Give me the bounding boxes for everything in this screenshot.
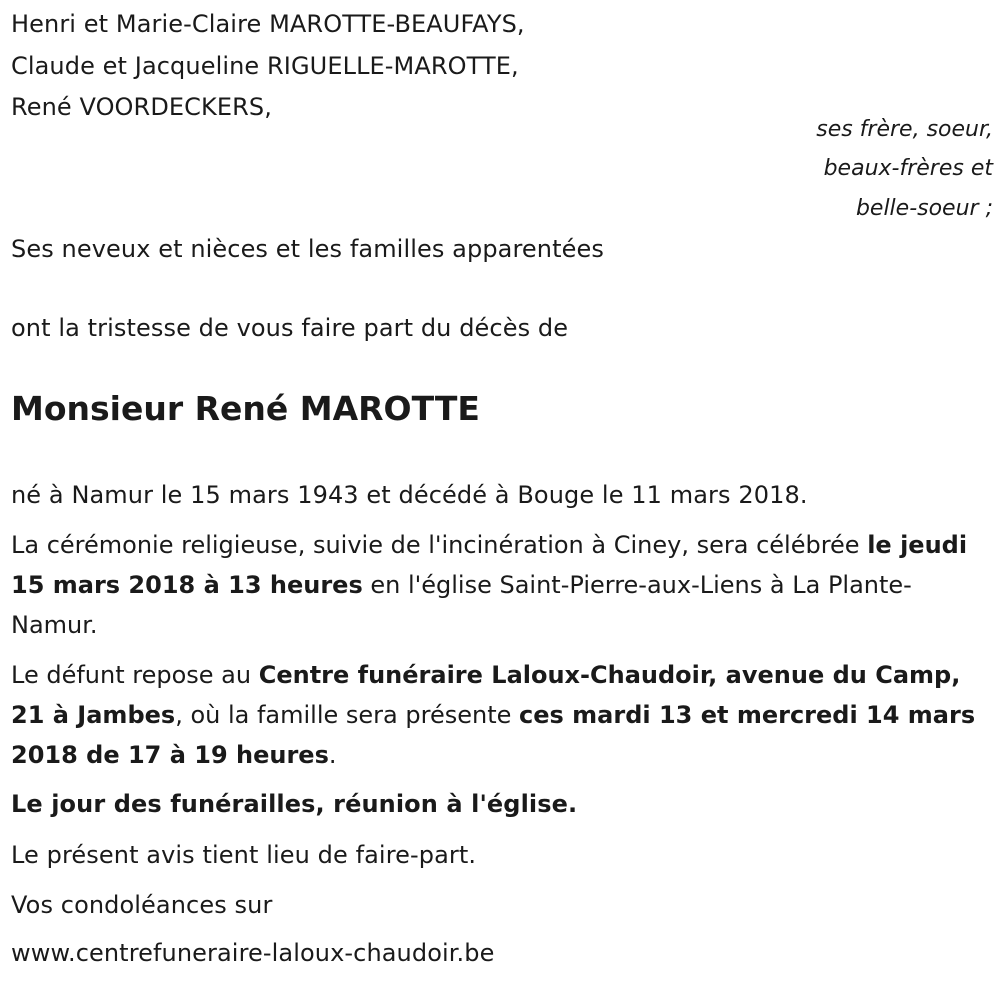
repose-paragraph (11, 655, 993, 775)
family-line-2: Claude et Jacqueline RIGUELLE-MAROTTE, (11, 52, 519, 80)
announcement-line: ont la tristesse de vous faire part du décès de (11, 314, 569, 342)
relatives-line: Ses neveux et nièces et les familles apparentées (11, 235, 604, 263)
family-line-1: Henri et Marie-Claire MAROTTE-BEAUFAYS, (11, 10, 525, 38)
ceremony-intro: La cérémonie religieuse, suivie de l'incinération à Ciney, sera célébrée (11, 531, 868, 559)
repose-middle: , où la famille sera présente (175, 701, 520, 729)
ceremony-paragraph (11, 525, 993, 645)
repose-end: . (328, 741, 337, 769)
repose-location: Centre funéraire Laloux-Chaudoir, avenue du Camp, 21 à Jambes (11, 661, 961, 729)
repose-intro: Le défunt repose au (11, 661, 259, 689)
notice-line: Le présent avis tient lieu de faire-part. (11, 841, 477, 869)
family-line-3: René VOORDECKERS, (11, 93, 272, 121)
relation-line-2: beaux-frères et (823, 156, 993, 181)
ceremony-place: en l'église Saint-Pierre-aux-Liens à La Plante-Namur. (11, 571, 912, 639)
website-link[interactable]: www.centrefuneraire-laloux-chaudoir.be (11, 939, 495, 967)
deceased-name: Monsieur René MAROTTE (11, 389, 480, 428)
repose-times: ces mardi 13 et mercredi 14 mars 2018 de 17 à 19 heures (11, 701, 976, 769)
funeral-day-line: Le jour des funérailles, réunion à l'église. (11, 790, 578, 818)
relation-line-1: ses frère, soeur, (816, 117, 993, 142)
birth-death-line: né à Namur le 15 mars 1943 et décédé à Bouge le 11 mars 2018. (11, 481, 808, 509)
condolences-line: Vos condoléances sur (11, 891, 273, 919)
ceremony-date: le jeudi 15 mars 2018 à 13 heures (11, 531, 968, 599)
relation-line-3: belle-soeur ; (855, 196, 993, 221)
